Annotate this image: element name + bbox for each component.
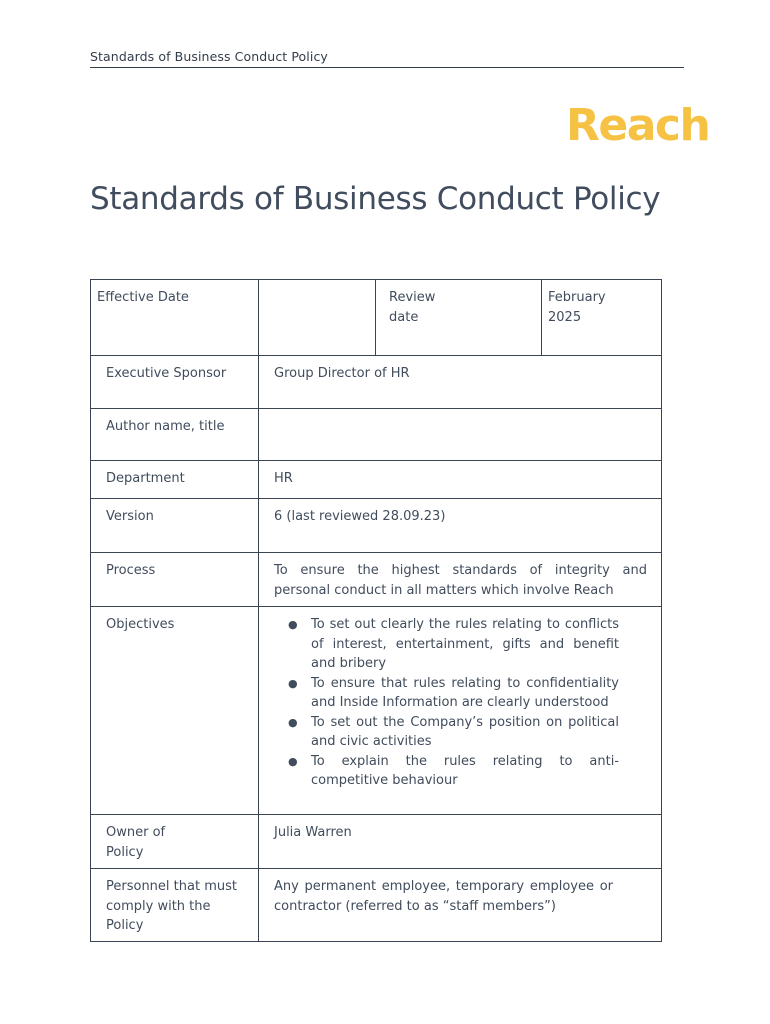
table-row-personnel: [91, 869, 662, 942]
owner-label: [91, 815, 259, 869]
objective-text: To ensure that rules relating to confidentiality and Inside Information are clearly understood: [311, 675, 619, 710]
running-header-title: Standards of Business Conduct Policy: [90, 49, 328, 64]
bullet-icon: ●: [288, 754, 298, 768]
objective-text: To set out clearly the rules relating to conflicts of interest, entertainment, gifts and benefit and bribery: [311, 617, 619, 671]
version-label: Version: [91, 499, 259, 553]
author-value: [259, 409, 662, 461]
process-value: To ensure the highest standards of integrity and personal conduct in all matters which involve Reach: [259, 553, 662, 607]
objectives-list: [274, 615, 619, 791]
review-date-value: [542, 280, 662, 356]
review-date-label: [376, 280, 542, 356]
owner-label-line2: Policy: [106, 844, 144, 860]
objectives-label: Objectives: [91, 607, 259, 815]
version-value: 6 (last reviewed 28.09.23): [259, 499, 662, 553]
sponsor-label: Executive Sponsor: [91, 356, 259, 409]
review-label-line2: date: [389, 309, 419, 325]
table-row-version: [91, 499, 662, 553]
owner-value: Julia Warren: [259, 815, 662, 869]
author-label: Author name, title: [91, 409, 259, 461]
table-row-process: [91, 553, 662, 607]
table-row-author: [91, 409, 662, 461]
list-item: [288, 713, 619, 752]
header-divider: [90, 67, 684, 68]
table-row-owner: [91, 815, 662, 869]
bullet-icon: ●: [288, 715, 298, 729]
sponsor-value: Group Director of HR: [259, 356, 662, 409]
department-label: Department: [91, 461, 259, 499]
personnel-label: Personnel that must comply with the Policy: [91, 869, 259, 942]
policy-metadata-table: [90, 279, 662, 942]
list-item: [288, 615, 619, 674]
table-row-objectives: [91, 607, 662, 815]
review-value-line1: February: [548, 290, 606, 305]
reach-logo: Reach: [566, 100, 710, 151]
page-title: Standards of Business Conduct Policy: [90, 181, 661, 217]
table-row-effective-date: [91, 280, 662, 356]
table-row-department: [91, 461, 662, 499]
review-value-line2: 2025: [548, 309, 582, 325]
list-item: [288, 752, 619, 791]
bullet-icon: ●: [288, 676, 298, 690]
department-value: HR: [259, 461, 662, 499]
bullet-icon: ●: [288, 618, 298, 631]
personnel-value: Any permanent employee, temporary employee or contractor (referred to as “staff members”): [259, 869, 662, 942]
objective-text: To explain the rules relating to anti-competitive behaviour: [311, 753, 619, 788]
objectives-value: [259, 607, 662, 815]
effective-date-value: [259, 280, 376, 356]
effective-date-label: Effective Date: [91, 280, 259, 356]
objective-text: To set out the Company’s position on political and civic activities: [311, 714, 619, 749]
list-item: [288, 674, 619, 713]
owner-label-line1: Owner of: [106, 825, 166, 840]
table-row-sponsor: [91, 356, 662, 409]
process-label: Process: [91, 553, 259, 607]
review-label-line1: Review: [389, 290, 436, 305]
